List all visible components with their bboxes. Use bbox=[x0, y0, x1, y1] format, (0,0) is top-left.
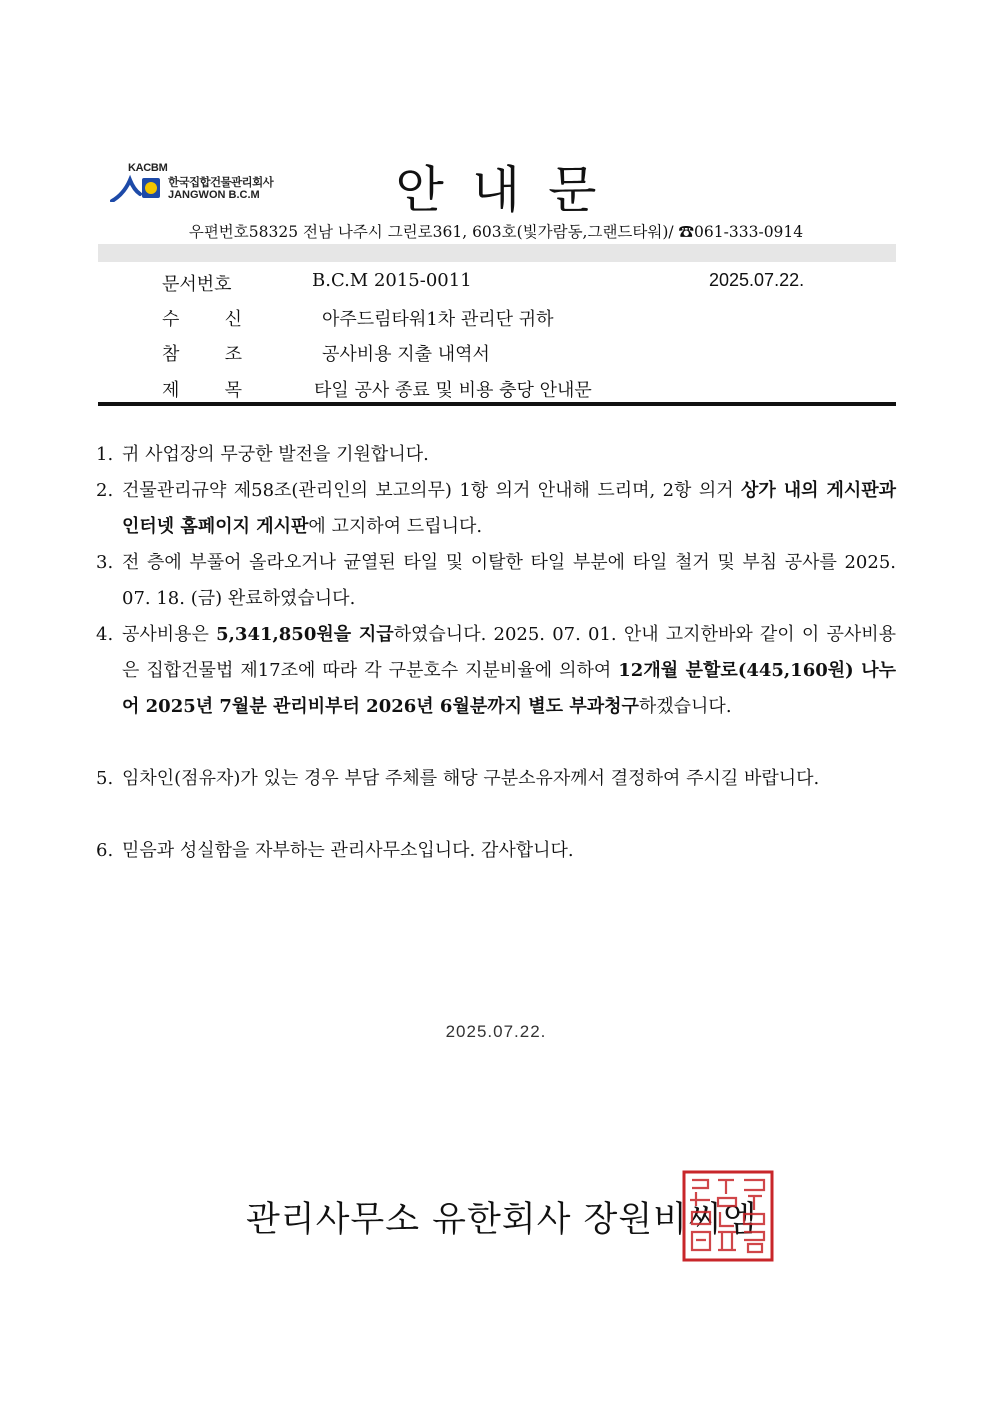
item-number: 4. bbox=[96, 624, 114, 645]
subject-label: 제 목 bbox=[162, 380, 242, 401]
reference-label: 참 조 bbox=[162, 344, 242, 365]
item-number: 6. bbox=[96, 840, 114, 861]
header-divider bbox=[98, 244, 896, 262]
item-number: 3. bbox=[96, 552, 114, 573]
doc-date: 2025.07.22. bbox=[709, 270, 805, 290]
item-text: 공사비용은 5,341,850원을 지급하였습니다. 2025. 07. 01. 안내 고지한바와 같이 이 공사비용은 집합건물법 제17조에 따라 각 구분호수 지분비율에 의하여 12개월 분할로(445,160원) 나누어 2025년 7월분 관리비부터 2026년 6월분까지 별도 부과청구하겠습니다. bbox=[122, 624, 897, 717]
item-number: 5. bbox=[96, 768, 114, 789]
item-number: 1. bbox=[96, 444, 114, 465]
list-item bbox=[96, 437, 896, 473]
company-seal-icon bbox=[682, 1170, 774, 1262]
list-item bbox=[96, 761, 896, 797]
logo-korean-name: 한국집합건물관리회사 bbox=[168, 177, 274, 189]
item-text: 전 층에 부풀어 올라오거나 균열된 타일 및 이탈한 타일 부분에 타일 철거 및 부침 공사를 2025. 07. 18. (금) 완료하였습니다. bbox=[122, 552, 896, 609]
item-text: 임차인(점유자)가 있는 경우 부담 주체를 해당 구분소유자께서 결정하여 주시길 바랍니다. bbox=[122, 768, 820, 789]
doc-number-label: 문서번호 bbox=[162, 274, 232, 295]
header-rule bbox=[98, 402, 896, 406]
logo-english-name: JANGWON B.C.M bbox=[168, 189, 260, 201]
list-item bbox=[96, 833, 896, 869]
page-title: 안내문 bbox=[395, 161, 625, 219]
office-address: 우편번호58325 전남 나주시 그린로361, 603호(빛가람동,그랜드타워)/ ☎061-333-0914 bbox=[188, 223, 804, 241]
recipient-label: 수 신 bbox=[162, 309, 242, 330]
item-text: 믿음과 성실함을 자부하는 관리사무소입니다. 감사합니다. bbox=[122, 840, 574, 861]
logo-abbr: KACBM bbox=[128, 162, 168, 174]
doc-number: B.C.M 2015-0011 bbox=[312, 270, 472, 291]
subject: 타일 공사 종료 및 비용 충당 안내문 bbox=[314, 380, 592, 401]
item-text: 건물관리규약 제58조(관리인의 보고의무) 1항 의거 안내해 드리며, 2항 의거 상가 내의 게시판과 인터넷 홈페이지 게시판에 고지하여 드립니다. bbox=[122, 480, 897, 537]
reference: 공사비용 지출 내역서 bbox=[322, 344, 490, 365]
item-text: 귀 사업장의 무궁한 발전을 기원합니다. bbox=[122, 444, 429, 465]
list-item bbox=[96, 545, 896, 617]
bottom-date: 2025.07.22. bbox=[445, 1022, 547, 1041]
list-item bbox=[96, 473, 896, 545]
list-item bbox=[96, 617, 896, 725]
recipient: 아주드림타워1차 관리단 귀하 bbox=[322, 309, 554, 330]
signature-line: 관리사무소 유한회사 장원비씨엠 bbox=[246, 1200, 758, 1240]
item-number: 2. bbox=[96, 480, 114, 501]
